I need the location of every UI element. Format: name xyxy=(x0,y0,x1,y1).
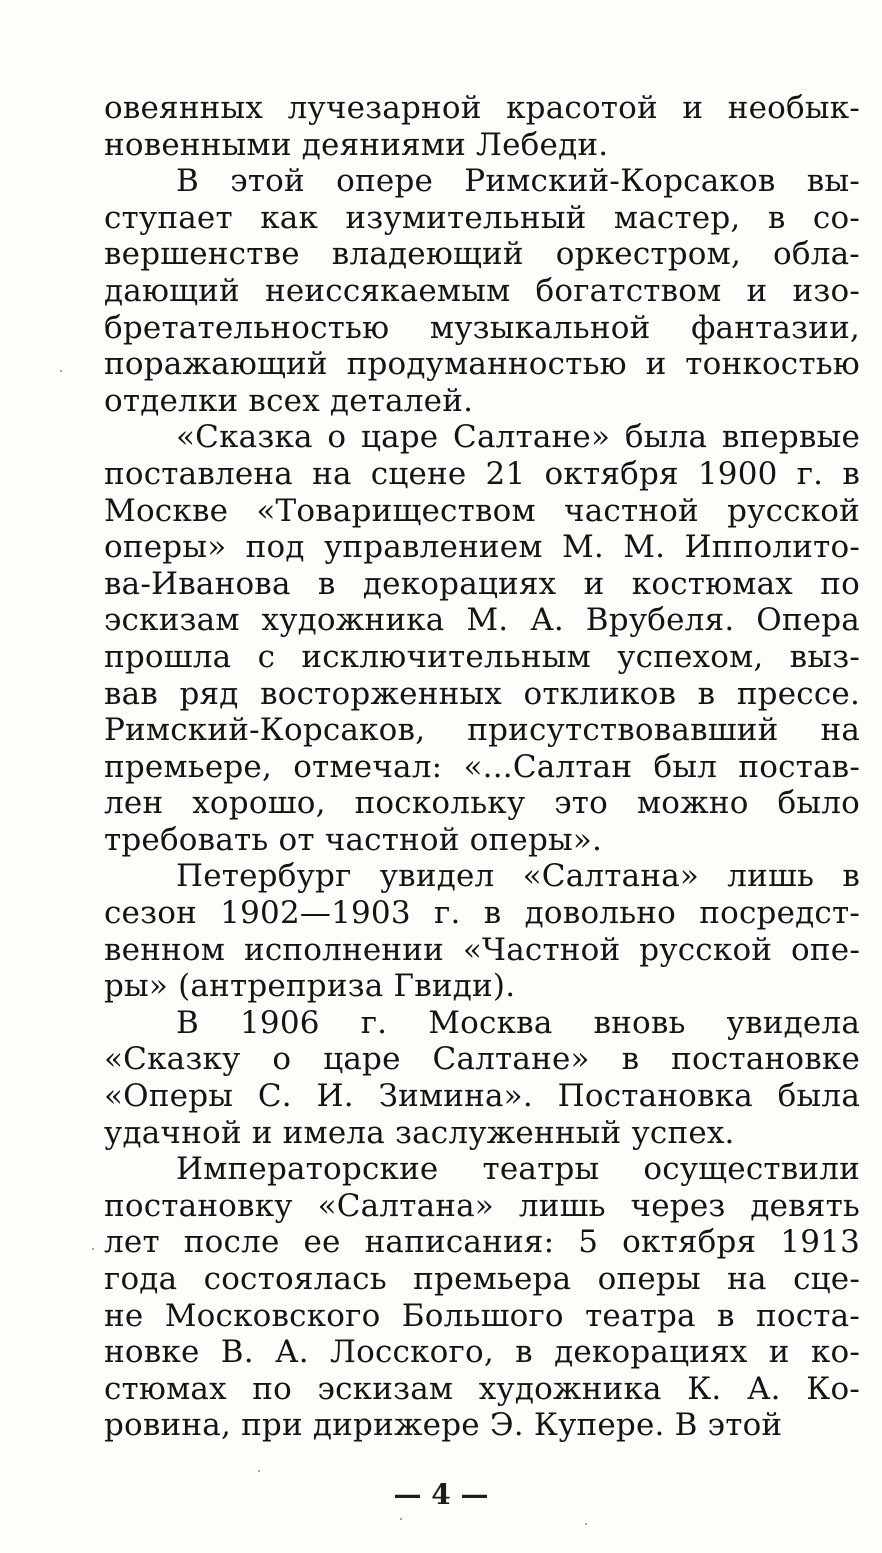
text-line: В этой опере Римский-Корсаков вы- xyxy=(176,163,860,200)
scan-speck xyxy=(92,1248,94,1250)
text-line: вав ряд восторженных откликов в прессе. xyxy=(104,675,860,712)
text-line: «Сказку о царе Салтане» в постановке xyxy=(104,1041,860,1078)
paragraph-p2 xyxy=(104,163,860,419)
scan-speck xyxy=(400,1518,402,1520)
paragraph-p6 xyxy=(104,1151,860,1444)
text-line: В 1906 г. Москва вновь увидела xyxy=(176,1004,860,1041)
scan-speck xyxy=(585,1523,587,1525)
page-number: — 4 — xyxy=(393,1478,489,1511)
body-text xyxy=(104,90,860,1444)
text-line: не Московского Большого театра в поста- xyxy=(104,1297,860,1334)
text-line: стюмах по эскизам художника К. А. Ко- xyxy=(104,1370,860,1407)
text-line: новке В. А. Лосского, в декорациях и ко- xyxy=(104,1334,860,1371)
text-line: ровина, при дирижере Э. Купере. В этой xyxy=(104,1407,783,1444)
text-line: «Сказка о царе Салтане» была впервые xyxy=(176,419,860,456)
text-line: ры» (антреприза Гвиди). xyxy=(104,968,516,1005)
text-line: вершенстве владеющий оркестром, обла- xyxy=(104,236,860,273)
text-line: премьере, отмечал: «...Салтан был постав- xyxy=(104,748,860,785)
paragraph-p4 xyxy=(104,858,860,1004)
paragraph-p5 xyxy=(104,1005,860,1151)
paragraph-p1 xyxy=(104,90,860,163)
text-line: года состоялась премьера оперы на сце- xyxy=(104,1261,860,1297)
text-line: венном исполнении «Частной русской опе- xyxy=(104,931,860,968)
text-line: удачной и имела заслуженный успех. xyxy=(104,1114,735,1151)
text-line: Императорские театры осуществили xyxy=(176,1151,860,1188)
text-line: отделки всех деталей. xyxy=(104,382,474,419)
scan-speck xyxy=(258,1470,260,1472)
text-line: поставлена на сцене 21 октября 1900 г. в xyxy=(104,455,860,492)
scan-speck xyxy=(60,370,62,372)
text-line: дающий неиссякаемым богатством и изо- xyxy=(104,272,860,309)
text-line: Римский-Корсаков, присутствовавший на xyxy=(104,712,860,749)
text-line: лен хорошо, поскольку это можно было xyxy=(104,785,860,822)
text-line: новенными деяниями Лебеди. xyxy=(104,126,609,163)
text-line: лет после ее написания: 5 октября 1913 xyxy=(104,1224,860,1261)
text-line: постановку «Салтана» лишь через девять xyxy=(104,1187,860,1224)
text-line: поражающий продуманностью и тонкостью xyxy=(104,346,860,383)
text-line: ва-Иванова в декорациях и костюмах по xyxy=(104,565,860,602)
text-line: ступает как изумительный мастер, в со- xyxy=(104,199,860,236)
text-line: эскизам художника М. А. Врубеля. Опера xyxy=(104,602,860,639)
text-line: овеянных лучезарной красотой и необык- xyxy=(104,90,860,126)
text-line: Москве «Товариществом частной русской xyxy=(104,492,860,529)
paragraph-p3 xyxy=(104,419,860,858)
text-line: Петербург увидел «Салтана» лишь в xyxy=(176,858,860,895)
text-line: требовать от частной оперы». xyxy=(104,821,603,858)
text-line: «Оперы С. И. Зимина». Постановка была xyxy=(104,1078,860,1115)
text-line: бретательностью музыкальной фантазии, xyxy=(104,309,860,346)
text-line: сезон 1902—1903 г. в довольно посредст- xyxy=(104,895,860,932)
text-line: прошла с исключительным успехом, выз- xyxy=(104,638,860,675)
text-line: оперы» под управлением М. М. Ипполито- xyxy=(104,529,860,566)
